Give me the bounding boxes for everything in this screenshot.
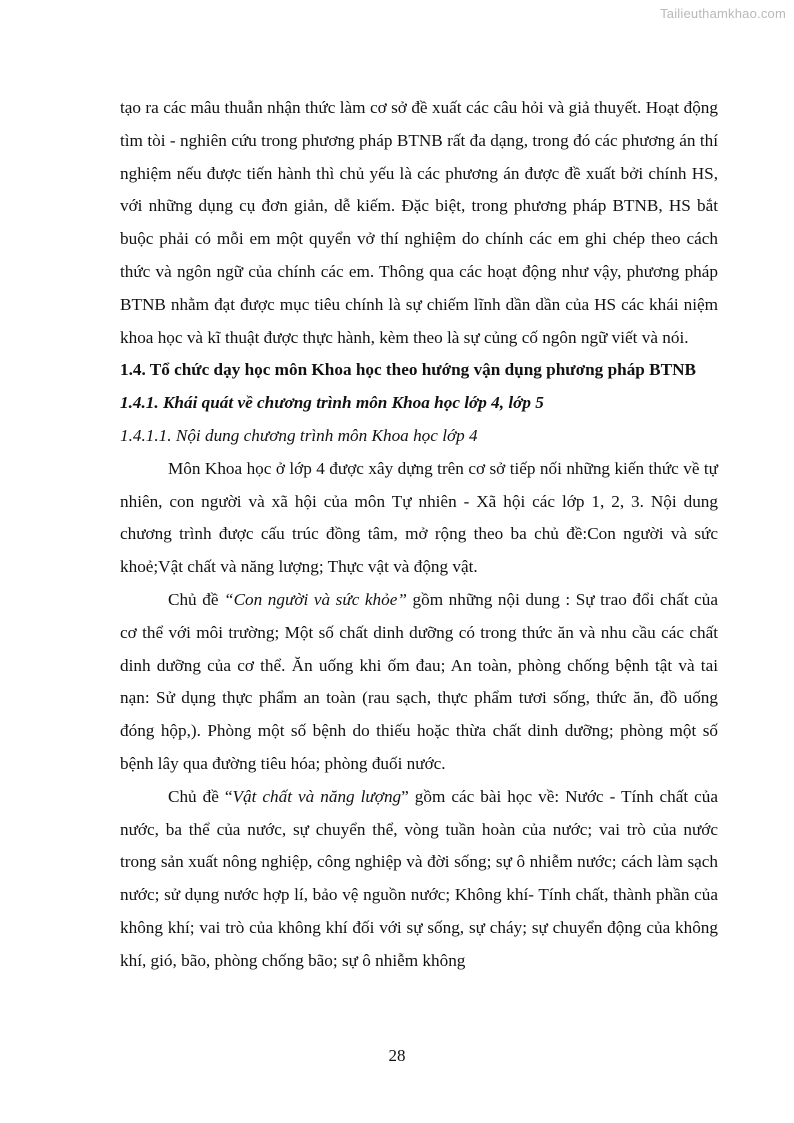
watermark-text: Tailieuthamkhao.com	[660, 6, 786, 21]
topic-body: ” gồm các bài học về: Nước - Tính chất của nước, ba thể của nước, sự chuyển thể, vòng tuần hoàn của nước; vai trò của nước trong sản xuất nông nghiệp, công nghiệp và đời sống; sự ô nhiễm nước; cách làm sạch nước; sử dụng nước hợp lí, bảo vệ nguồn nước; Không khí- Tính chất, thành phần của không khí; vai trò của không khí đối với sự sống, sự cháy; sự chuyển động của không khí, gió, bão, phòng chống bão; sự ô nhiễm không	[120, 786, 718, 970]
page-number: 28	[388, 1046, 406, 1065]
topic-title-human-health: “Con người và sức khỏe”	[224, 589, 407, 609]
page-body	[120, 92, 718, 978]
subsection-heading-1-4-1: 1.4.1. Khái quát về chương trình môn Khoa học lớp 4, lớp 5	[120, 393, 544, 413]
subsubsection-heading-1-4-1-1: 1.4.1.1. Nội dung chương trình môn Khoa học lớp 4	[120, 425, 478, 445]
topic-title-matter-energy: Vật chất và năng lượng	[232, 786, 402, 806]
paragraph-program-overview: Môn Khoa học ở lớp 4 được xây dựng trên cơ sở tiếp nối những kiến thức về tự nhiên, con người và xã hội của môn Tự nhiên - Xã hội các lớp 1, 2, 3. Nội dung chương trình được cấu trúc đồng tâm, mở rộng theo ba chủ đề:Con người và sức khoẻ;Vật chất và năng lượng; Thực vật và động vật.	[120, 458, 718, 577]
paragraph-topic-matter-energy	[120, 781, 718, 978]
topic-body: gồm những nội dung : Sự trao đổi chất của cơ thể với môi trường; Một số chất dinh dưỡng có trong thức ăn và nhu cầu các chất dinh dưỡng của cơ thể. Ăn uống khi ốm đau; An toàn, phòng chống bệnh tật và tai nạn: Sử dụng thực phẩm an toàn (rau sạch, thực phẩm tươi sống, thức ăn, đồ uống đóng hộp,). Phòng một số bệnh do thiếu hoặc thừa chất dinh dưỡng; phòng một số bệnh lây qua đường tiêu hóa; phòng đuối nước.	[120, 589, 719, 773]
topic-lead: Chủ đề “	[168, 786, 233, 806]
section-heading-1-4: 1.4. Tổ chức dạy học môn Khoa học theo hướng vận dụng phương pháp BTNB	[120, 360, 696, 380]
paragraph-topic-human-health	[120, 584, 718, 781]
paragraph-intro-continuation: tạo ra các mâu thuẫn nhận thức làm cơ sở đề xuất các câu hỏi và giả thuyết. Hoạt động tìm tòi - nghiên cứu trong phương pháp BTNB rất đa dạng, trong đó các phương án thí nghiệm nếu được tiến hành thì chủ yếu là các phương án được đề xuất bởi chính HS, với những dụng cụ đơn giản, dễ kiếm. Đặc biệt, trong phương pháp BTNB, HS bắt buộc phải có mỗi em một quyển vở thí nghiệm do chính các em ghi chép theo cách thức và ngôn ngữ của chính các em. Thông qua các hoạt động như vậy, phương pháp BTNB nhằm đạt được mục tiêu chính là sự chiếm lĩnh dần dần của HS các khái niệm khoa học và kĩ thuật được thực hành, kèm theo là sự củng cố ngôn ngữ viết và nói.	[120, 98, 718, 347]
topic-lead: Chủ đề	[168, 589, 225, 609]
